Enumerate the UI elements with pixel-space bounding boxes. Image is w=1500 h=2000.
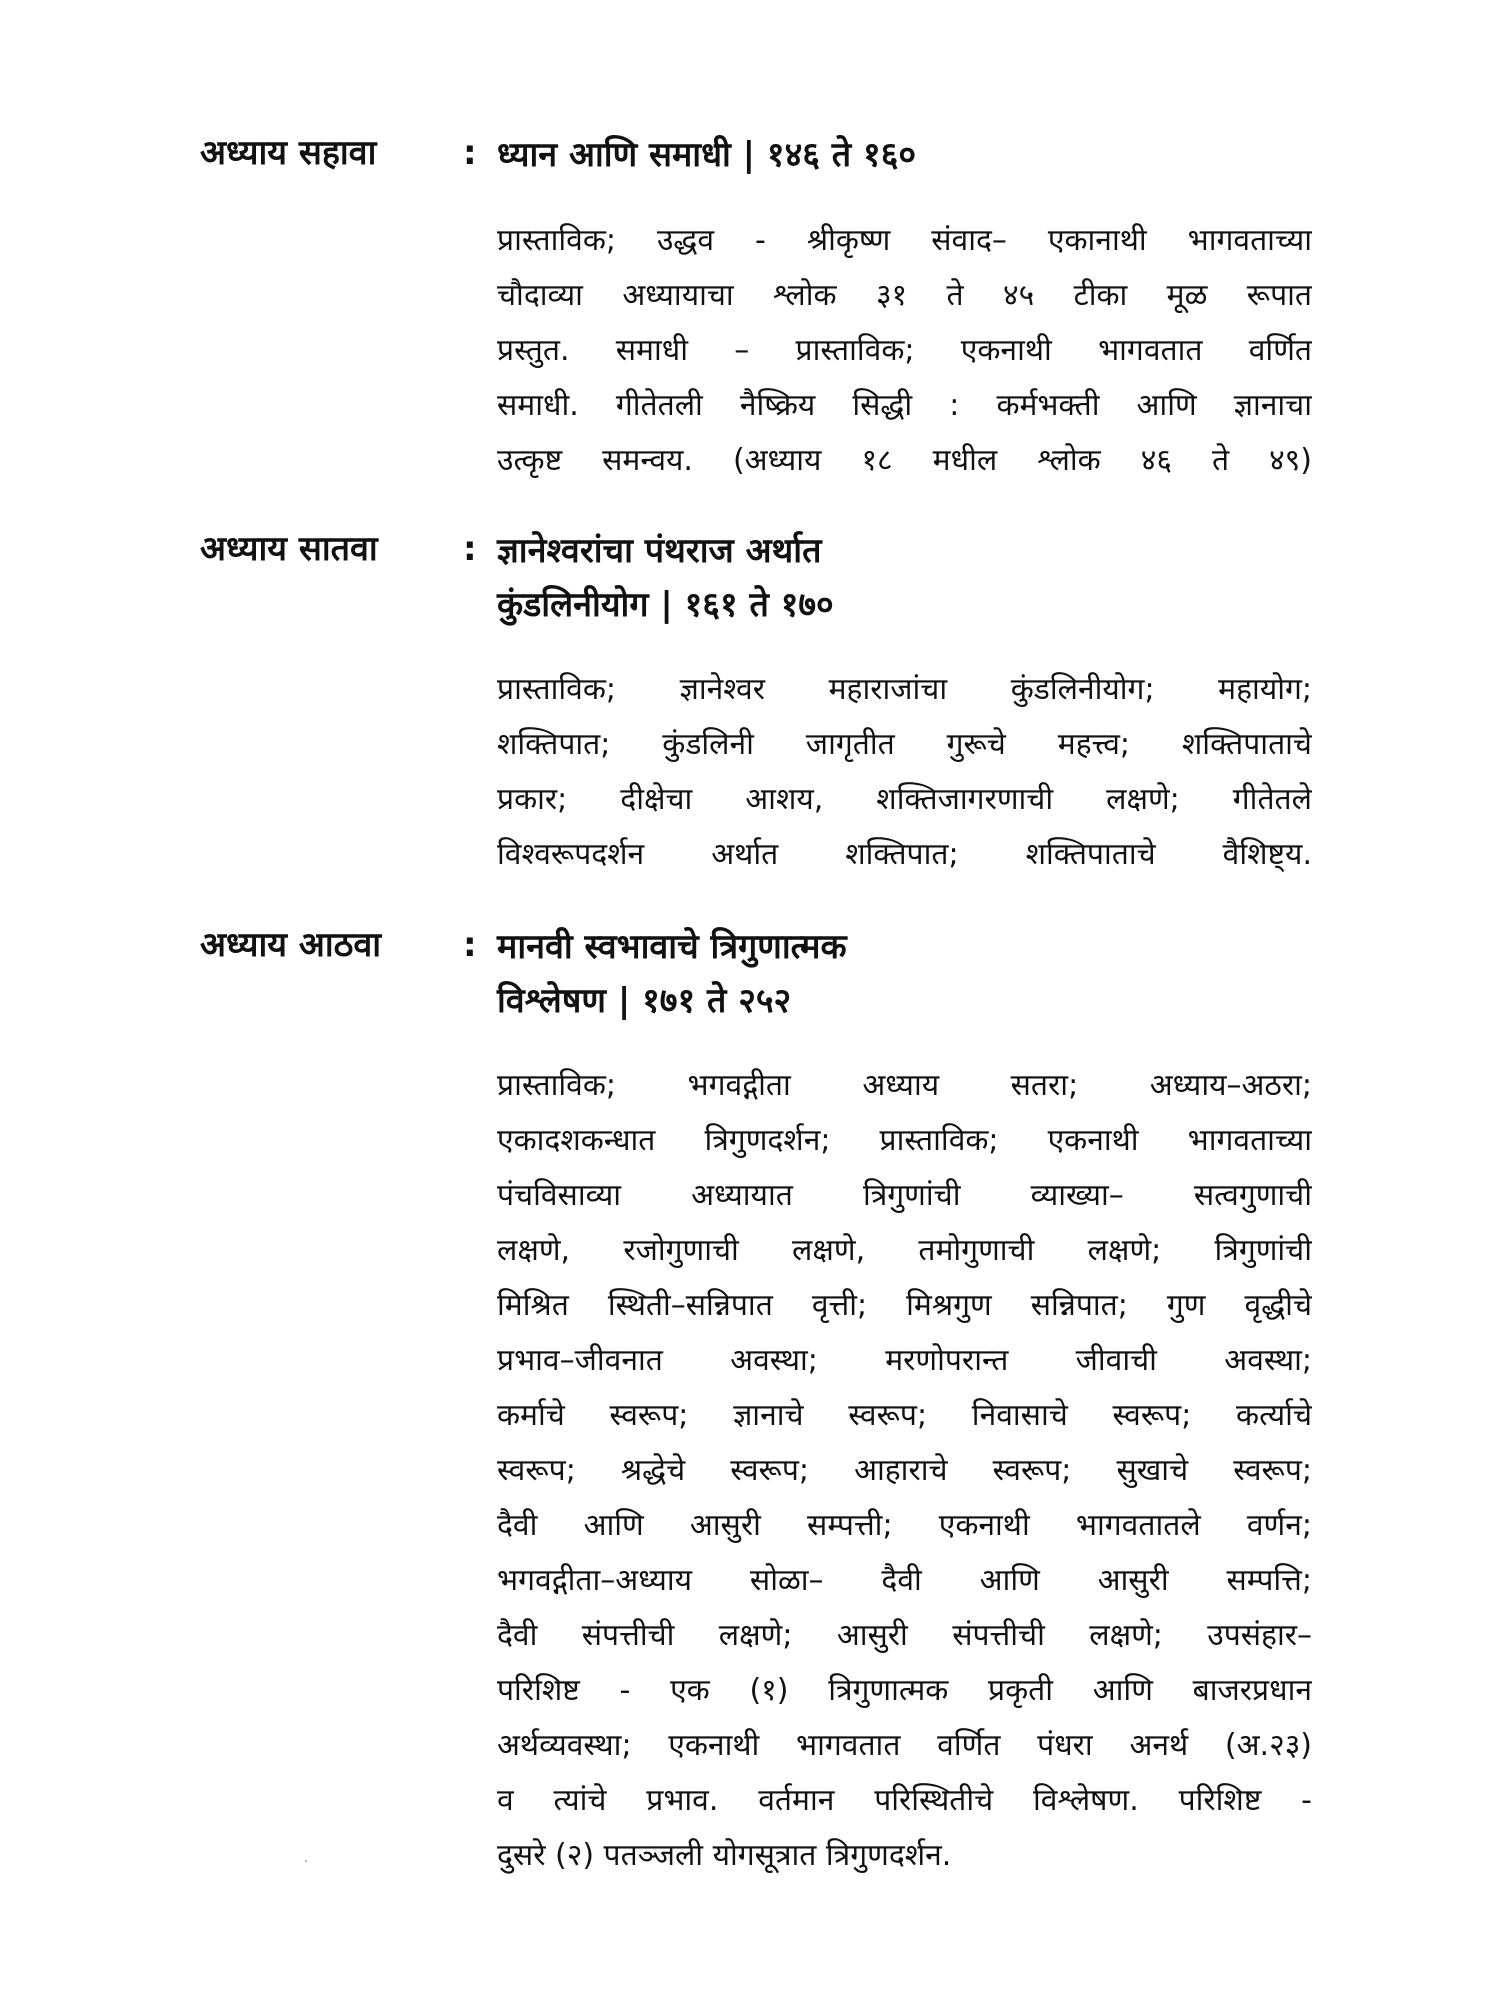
description-line: चौदाव्या अध्यायाचा श्लोक ३१ ते ४५ टीका मूळ रूपात	[497, 278, 1312, 313]
chapter-title-line: कुंडलिनीयोग | १६१ ते १७०	[497, 585, 834, 625]
description-line: प्रास्ताविक; भगवद्गीता अध्याय सतरा; अध्याय–अठरा;	[497, 1068, 1312, 1103]
description-line: विश्वरूपदर्शन अर्थात शक्तिपात; शक्तिपाताचे वैशिष्ट्य.	[497, 837, 1312, 872]
description-line: एकादशकन्धात त्रिगुणदर्शन; प्रास्ताविक; एकनाथी भागवताच्या	[497, 1123, 1312, 1158]
description-line: दुसरे (२) पतञ्जली योगसूत्रात त्रिगुणदर्शन.	[497, 1838, 952, 1873]
description-line: कर्माचे स्वरूप; ज्ञानाचे स्वरूप; निवासाचे स्वरूप; कर्त्याचे	[497, 1398, 1312, 1433]
description-line: उत्कृष्ट समन्वय. (अध्याय १८ मधील श्लोक ४६ ते ४९)	[497, 443, 1312, 478]
chapter-title-line: ज्ञानेश्वरांचा पंथराज अर्थात	[497, 531, 822, 571]
description-line: समाधी. गीतेतली नैष्क्रिय सिद्धी : कर्मभक्ती आणि ज्ञानाचा	[497, 388, 1312, 423]
chapter-label: अध्याय आठवा	[200, 925, 382, 965]
description-line: स्वरूप; श्रद्धेचे स्वरूप; आहाराचे स्वरूप; सुखाचे स्वरूप;	[497, 1453, 1312, 1488]
chapter-description	[497, 213, 1312, 488]
description-line: व त्यांचे प्रभाव. वर्तमान परिस्थितीचे विश्लेषण. परिशिष्ट -	[497, 1783, 1312, 1818]
description-line: दैवी संपत्तीची लक्षणे; आसुरी संपत्तीची लक्षणे; उपसंहार–	[497, 1618, 1312, 1653]
description-line: प्रास्ताविक; उद्धव - श्रीकृष्ण संवाद– एकानाथी भागवताच्या	[497, 223, 1312, 258]
description-line: लक्षणे, रजोगुणाची लक्षणे, तमोगुणाची लक्षणे; त्रिगुणांची	[497, 1233, 1312, 1268]
description-line: दैवी आणि आसुरी सम्पत्ती; एकनाथी भागवतातले वर्णन;	[497, 1508, 1312, 1543]
chapter-colon: :	[463, 925, 477, 965]
scan-speck	[305, 1860, 307, 1862]
chapter-title-line: विश्लेषण | १७१ ते २५२	[497, 981, 792, 1021]
description-line: प्रभाव–जीवनात अवस्था; मरणोपरान्त जीवाची अवस्था;	[497, 1343, 1312, 1378]
description-line: प्रस्तुत. समाधी – प्रास्ताविक; एकनाथी भागवतात वर्णित	[497, 333, 1312, 368]
description-line: परिशिष्ट - एक (१) त्रिगुणात्मक प्रकृती आणि बाजरप्रधान	[497, 1673, 1312, 1708]
description-line: प्रकार; दीक्षेचा आशय, शक्तिजागरणाची लक्षणे; गीतेतले	[497, 782, 1312, 817]
chapter-title	[497, 920, 1327, 1028]
description-line: प्रास्ताविक; ज्ञानेश्वर महाराजांचा कुंडलिनीयोग; महायोग;	[497, 672, 1312, 707]
description-line: भगवद्गीता–अध्याय सोळा– दैवी आणि आसुरी सम्पत्ति;	[497, 1563, 1312, 1598]
description-line: अर्थव्यवस्था; एकनाथी भागवतात वर्णित पंधरा अनर्थ (अ.२३)	[497, 1728, 1312, 1763]
chapter-title-line: ध्यान आणि समाधी | १४६ ते १६०	[497, 135, 917, 175]
description-line: पंचविसाव्या अध्यायात त्रिगुणांची व्याख्या– सत्वगुणाची	[497, 1178, 1312, 1213]
chapter-title	[497, 128, 1327, 182]
chapter-colon: :	[463, 529, 477, 569]
description-line: मिश्रित स्थिती–सन्निपात वृत्ती; मिश्रगुण सन्निपात; गुण वृद्धीचे	[497, 1288, 1312, 1323]
chapter-label: अध्याय सातवा	[200, 529, 378, 569]
chapter-label: अध्याय सहावा	[200, 133, 377, 173]
chapter-colon: :	[463, 133, 477, 173]
chapter-title	[497, 524, 1327, 632]
chapter-description	[497, 1058, 1312, 1883]
chapter-title-line: मानवी स्वभावाचे त्रिगुणात्मक	[497, 927, 847, 967]
description-line: शक्तिपात; कुंडलिनी जागृतीत गुरूचे महत्त्व; शक्तिपाताचे	[497, 727, 1312, 762]
chapter-description	[497, 662, 1312, 882]
